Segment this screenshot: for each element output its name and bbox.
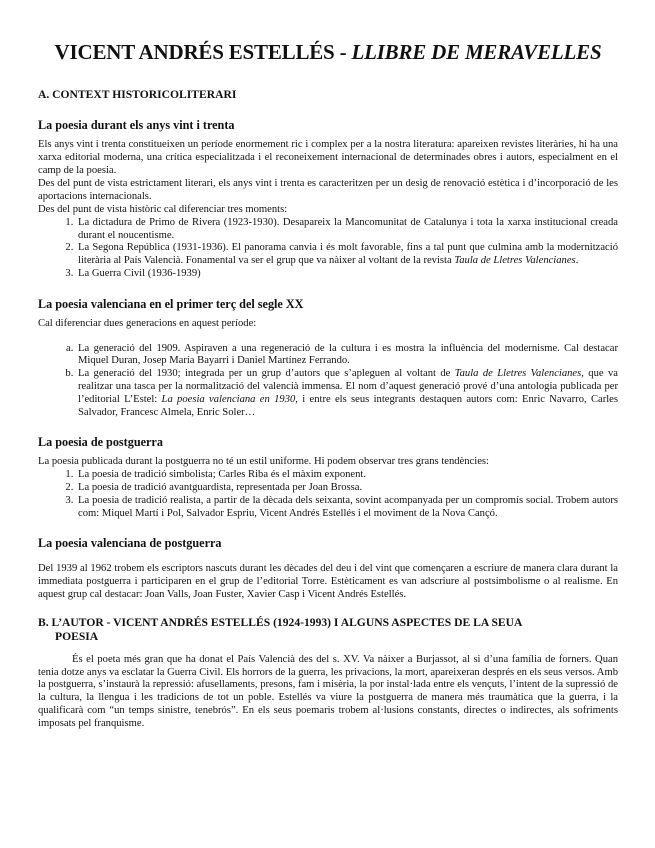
list-item-text: La Segona República (1931-1936). El panorama canvia i és molt favorable, fins a tal punt que culmina amb la modernització literària al País Valencià. Fonamental va ser el grup que va nàixer al voltant de la revista xyxy=(78,242,618,267)
anthology-title: La poesia valenciana en 1930 xyxy=(161,393,296,405)
paragraph: Del 1939 al 1962 trobem els escriptors nascuts durant les dècades del deu i del vint que començaren a escriure de manera clara durant la immediata postguerra i participaren en el grup de l’editorial Torre. Estèticament es van adscriure al postsimbolisme o al realisme. En aquest grup cal destacar: Joan Valls, Joan Fuster, Xavier Casp i Vicent Andrés Estellés. xyxy=(38,563,618,600)
title-main: VICENT ANDRÉS ESTELLÉS - xyxy=(54,40,352,64)
numbered-list xyxy=(38,217,618,281)
list-item-text: , i entre els seus integrants destaquen autors com: Enric Navarro, Carles Salvador, Francesc Almela, Enric Soler… xyxy=(78,393,619,418)
paragraph: Des del punt de vista històric cal diferenciar tres moments: xyxy=(38,203,288,215)
list-item xyxy=(76,242,618,268)
list-item-text: . xyxy=(575,255,579,267)
section-b-heading-line1: B. L’AUTOR - VICENT ANDRÉS ESTELLÉS (1924-1993) I ALGUNS ASPECTES DE LA SEUA xyxy=(38,615,523,629)
subsection-heading-2: La poesia valenciana en el primer terç del segle XX xyxy=(38,296,304,311)
section-b-heading xyxy=(38,616,618,644)
list-item-text: La generació del 1930; integrada per un grup d’autors que s’apleguen al voltant de xyxy=(78,368,455,380)
subsection-heading-4: La poesia valenciana de postguerra xyxy=(38,536,222,551)
list-item: a. La generació del 1909. Aspiraven a una regeneració de la cultura i es mostra la influència del modernisme. Cal destacar Miquel Duran, Josep María Bayarri i Daniel Martínez Ferrando. xyxy=(76,343,618,369)
journal-title: Taula de Lletres Valencianes xyxy=(454,368,582,380)
list-item-text: , que va realitzar una tasca per la normalització del valencià immensa. El nom d’aquest generació prové d’una antologia publicada per l’editorial L’Estel: xyxy=(78,368,618,405)
lettered-list xyxy=(38,343,618,420)
journal-title: Taula de Lletres Valencianes xyxy=(454,255,576,267)
list-item xyxy=(76,368,618,419)
paragraph: Els anys vint i trenta constitueixen un període enormement ric i complex per a la nostra literatura: apareixen revistes literàries, hi ha una xarxa editorial moderna, una crítica especialitzada i el reconeixement internacional de determinades obres i autors, especialment en el camp de la poesia. xyxy=(38,139,618,176)
document-page xyxy=(38,38,618,731)
subsection-heading-1: La poesia durant els anys vint i trenta xyxy=(38,118,235,132)
paragraph: És el poeta més gran que ha donat el País Valencià des del s. XV. Va nàixer a Burjassot, al si d’una família de forners. Quan tenia dotze anys va esclatar la Guerra Civil. Els horrors de la guerra, les privacions, la mort, apareixeran després en els seus versos. Amb la postguerra, s’instaurà la repressió: afusellaments, presons, fam i misèria, la por instal·lada entre els vençuts, l’intent de la supressió de la cultura, la llengua i les tradicions de tot un poble. Estellés va viure la postguerra de manera més traumàtica que la guerra, i la qualificarà com “un temps sinistre, tenebrós”. En els seus poemaris trobem al·lusions constants, directes o indirectes, als sofriments imposats pel franquisme. xyxy=(38,653,618,729)
paragraph: Des del punt de vista estrictament literari, els anys vint i trenta es caracteritzen per un desig de renovació estètica i d’incorporació de les aportacions internacionals. xyxy=(38,178,618,203)
paragraph: Cal diferenciar dues generacions en aquest període: xyxy=(38,317,257,329)
page-title xyxy=(38,38,618,66)
list-item: 3. La Guerra Civil (1936-1939) xyxy=(76,268,618,281)
paragraph: La poesia publicada durant la postguerra no té un estil uniforme. Hi podem observar tres grans tendències: xyxy=(38,456,489,468)
section-b-heading-line2: POESIA xyxy=(55,629,99,643)
numbered-list xyxy=(38,469,618,520)
title-italic: LLIBRE DE MERAVELLES xyxy=(351,40,602,64)
list-item: 3. La poesia de tradició realista, a partir de la dècada dels seixanta, sovint acompanyada per un compromís social. Trobem autors com: Miquel Martí i Pol, Salvador Espriu, Vicent Andrés Estellés i el moviment de la Nova Cançó. xyxy=(76,495,618,521)
subsection-heading-3: La poesia de postguerra xyxy=(38,435,163,450)
list-item: 1. La poesia de tradició simbolista; Carles Riba és el màxim exponent. xyxy=(76,469,618,482)
section-a-heading: A. CONTEXT HISTORICOLITERARI xyxy=(38,88,237,101)
list-item: 1. La dictadura de Primo de Rivera (1923-1930). Desapareix la Mancomunitat de Catalunya i tota la xarxa institucional creada durant el noucentisme. xyxy=(76,217,618,243)
list-item: 2. La poesia de tradició avantguardista, representada per Joan Brossa. xyxy=(76,482,618,495)
